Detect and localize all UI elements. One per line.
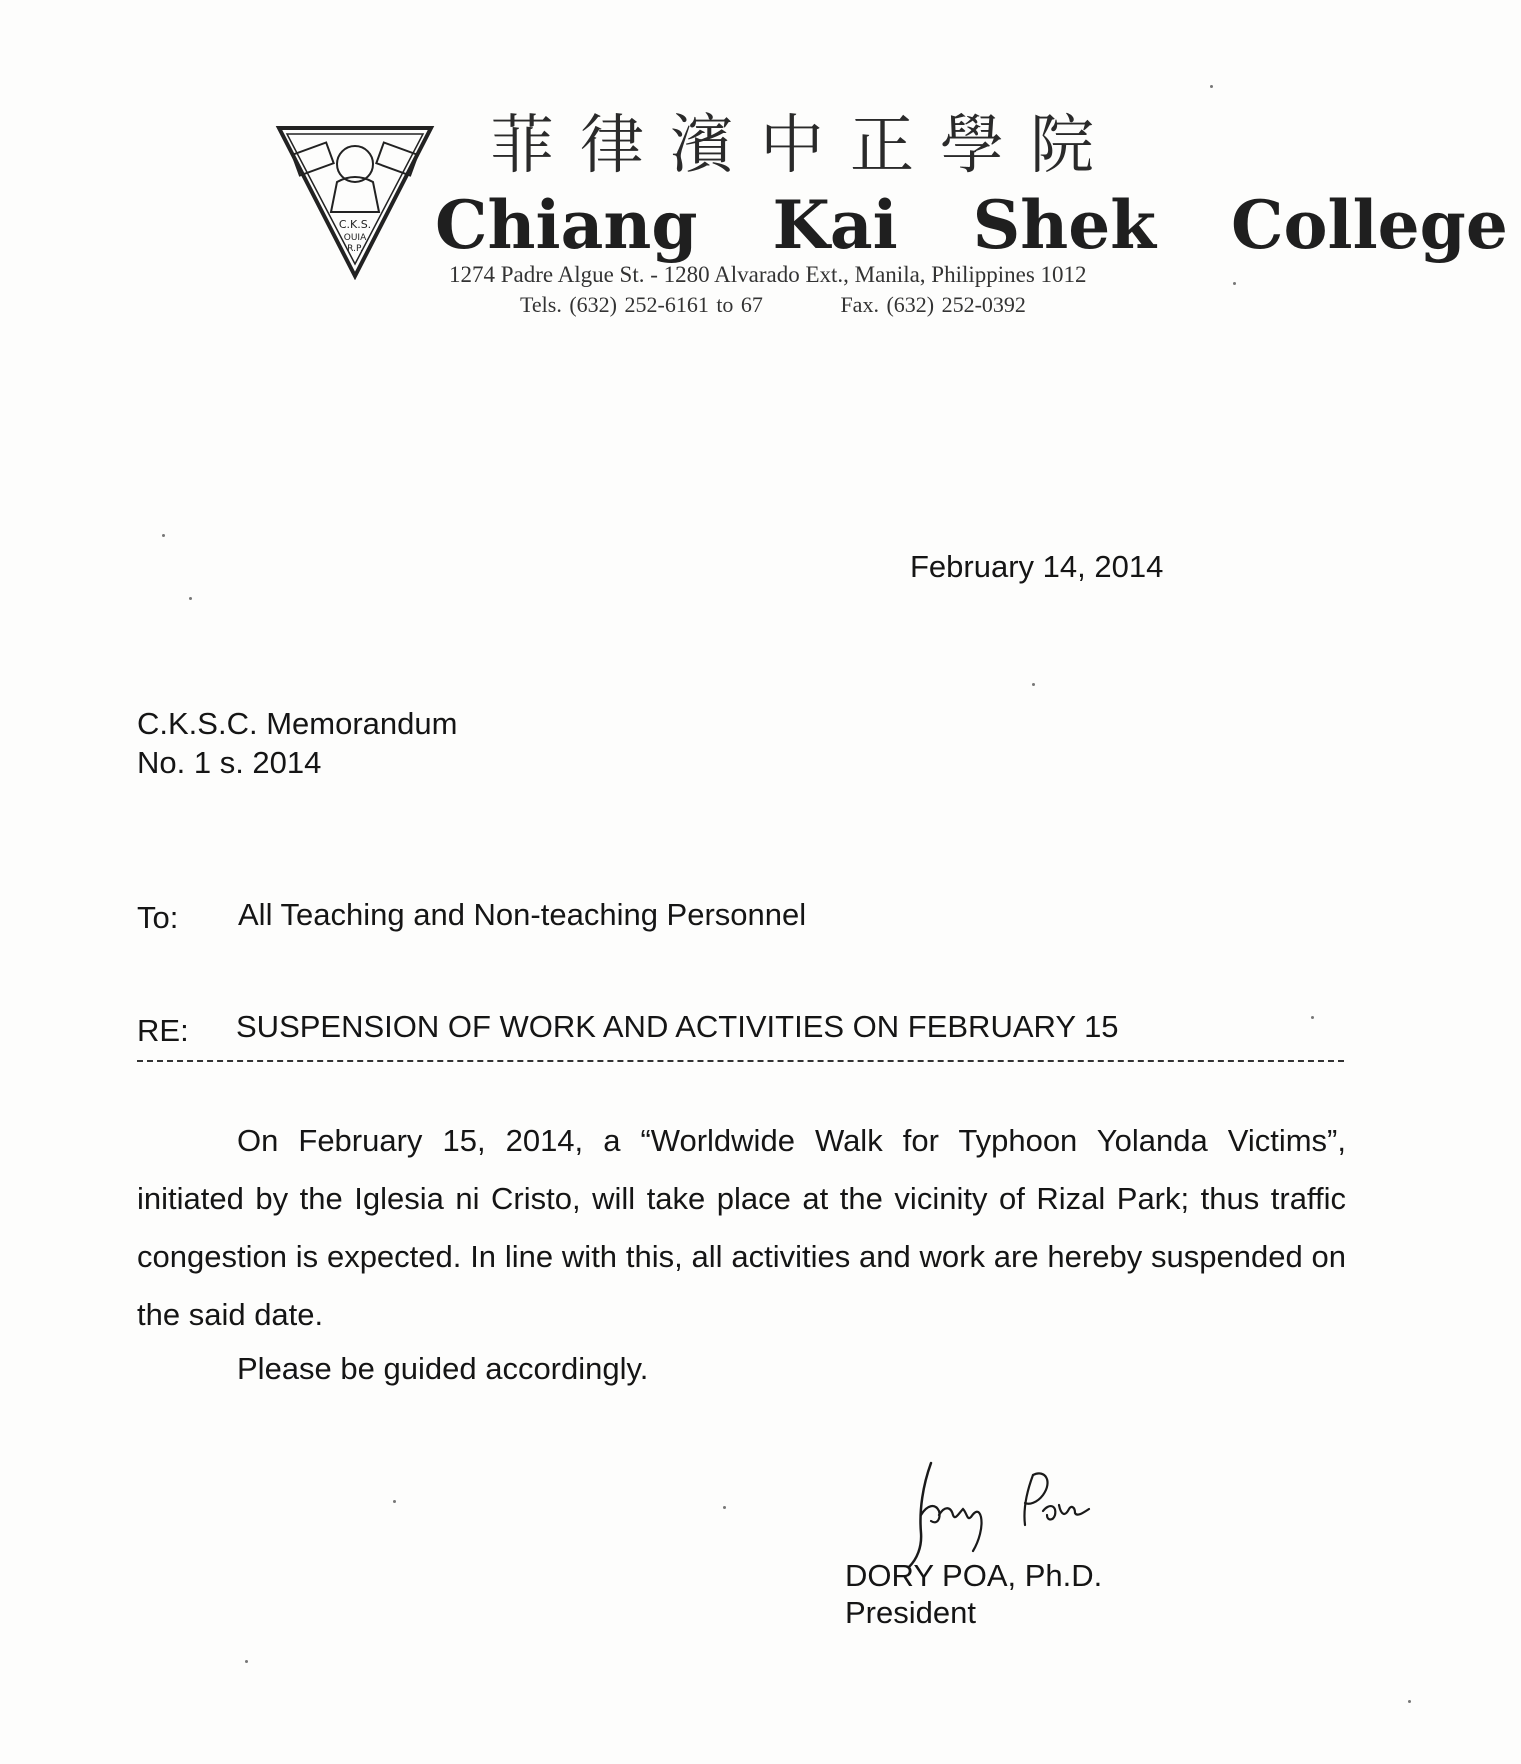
to-label: To: bbox=[137, 900, 179, 935]
to-recipients: All Teaching and Non-teaching Personnel bbox=[238, 897, 807, 932]
scan-speck bbox=[393, 1500, 396, 1503]
memo-title: C.K.S.C. Memorandum bbox=[137, 706, 458, 741]
scan-speck bbox=[189, 597, 192, 600]
scan-speck bbox=[1233, 282, 1236, 285]
scan-speck bbox=[162, 534, 165, 537]
scan-speck bbox=[1311, 1016, 1314, 1019]
college-address: 1274 Padre Algue St. - 1280 Alvarado Ext., Manila, Philippines 1012 bbox=[449, 262, 1087, 287]
college-contact bbox=[520, 292, 1026, 318]
re-label: RE: bbox=[137, 1013, 189, 1048]
scan-speck bbox=[1408, 1700, 1411, 1703]
scan-speck bbox=[1032, 683, 1035, 686]
college-chinese-name: 菲律濱中正學院 bbox=[490, 109, 1120, 183]
college-fax: Fax. (632) 252-0392 bbox=[840, 292, 1026, 317]
memo-date: February 14, 2014 bbox=[910, 549, 1164, 584]
body-paragraph: On February 15, 2014, a “Worldwide Walk for Typhoon Yolanda Victims”, initiated by the Iglesia ni Cristo, will take place at the vicinity of Rizal Park; thus traffic congestion is expected. In line with this, all activities and work are hereby suspended on the said date. bbox=[137, 1123, 1346, 1332]
svg-text:R.P.: R.P. bbox=[347, 244, 363, 254]
college-english-name: Chiang Kai Shek College bbox=[435, 186, 1508, 264]
closing-line: Please be guided accordingly. bbox=[237, 1351, 649, 1386]
handwritten-signature bbox=[893, 1455, 1123, 1575]
signatory-name: DORY POA, Ph.D. bbox=[845, 1558, 1103, 1593]
memo-number: No. 1 s. 2014 bbox=[137, 745, 322, 780]
dashed-divider bbox=[137, 1060, 1344, 1062]
svg-text:OUIA: OUIA bbox=[343, 233, 367, 243]
scan-speck bbox=[245, 1660, 248, 1663]
college-telephone: Tels. (632) 252-6161 to 67 bbox=[520, 292, 763, 317]
scan-speck bbox=[1210, 85, 1213, 88]
college-emblem-icon bbox=[275, 120, 435, 280]
letterhead bbox=[275, 100, 1508, 330]
scan-speck bbox=[723, 1506, 726, 1509]
signatory-title: President bbox=[845, 1595, 976, 1630]
svg-text:C.K.S.: C.K.S. bbox=[338, 218, 372, 231]
re-subject: SUSPENSION OF WORK AND ACTIVITIES ON FEBRUARY 15 bbox=[236, 1009, 1119, 1044]
